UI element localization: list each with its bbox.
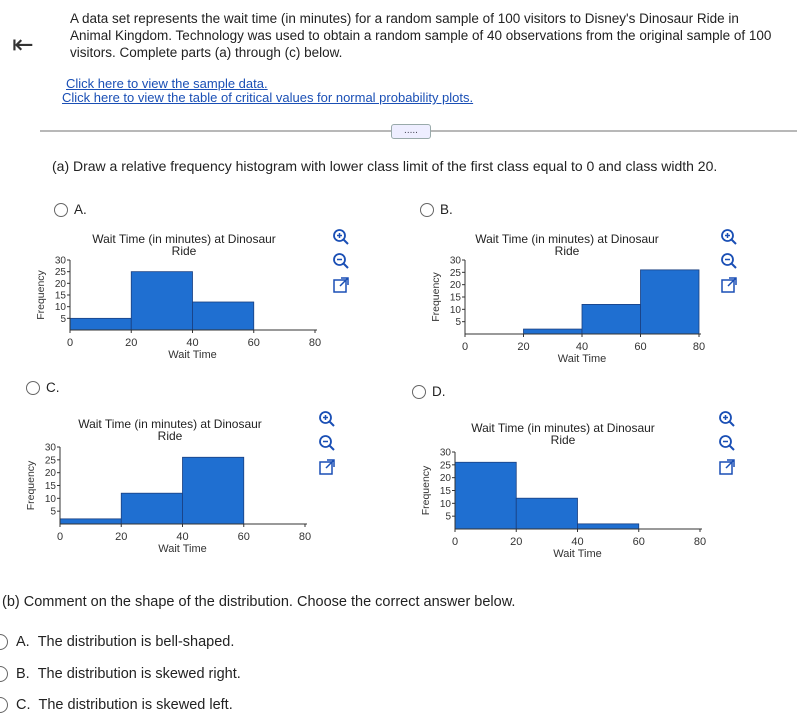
zoom-out-icon[interactable]	[720, 252, 738, 270]
answer-b-option[interactable]	[0, 666, 241, 682]
y-tick-label: 15	[449, 292, 461, 304]
y-tick-label: 25	[54, 267, 66, 279]
histogram-bar	[131, 272, 192, 330]
x-tick-label: 0	[451, 536, 459, 548]
x-tick-label: 20	[115, 531, 128, 543]
option-d-letter: D.	[432, 384, 446, 399]
y-tick-label: 30	[44, 442, 56, 454]
zoom-out-icon[interactable]	[718, 434, 736, 452]
x-tick-label: 0	[56, 531, 64, 543]
chart-b-title-line2: Ride	[554, 244, 580, 258]
chart-b-svg	[415, 250, 735, 375]
x-tick-label: 40	[571, 536, 584, 548]
zoom-in-icon[interactable]	[332, 228, 350, 246]
histogram-bar	[516, 498, 577, 529]
y-tick-label: 10	[449, 304, 461, 316]
x-tick-label: 60	[237, 531, 250, 543]
y-tick-label: 5	[455, 317, 461, 329]
y-tick-label: 5	[50, 506, 56, 518]
histogram-bar	[578, 524, 639, 529]
option-b-letter: B.	[440, 202, 453, 217]
chart-b-title-line1: Wait Time (in minutes) at Dinosaur	[475, 232, 659, 246]
y-tick-label: 10	[439, 498, 451, 510]
answer-c-text: The distribution is skewed left.	[38, 697, 233, 713]
answer-c-option[interactable]	[0, 697, 233, 713]
y-tick-label: 30	[439, 447, 451, 459]
y-tick-label: 25	[449, 267, 461, 279]
option-d-radio-group[interactable]	[412, 384, 446, 399]
histogram-bar	[121, 493, 182, 524]
option-a-radio-group[interactable]	[54, 202, 87, 217]
answer-c-letter: C.	[16, 697, 31, 713]
x-axis-label: Wait Time	[158, 543, 207, 555]
x-tick-label: 0	[461, 341, 469, 353]
y-axis-label: Frequency	[420, 465, 432, 516]
part-b-prompt: (b) Comment on the shape of the distribution. Choose the correct answer below.	[2, 594, 516, 610]
chart-a-title-line1: Wait Time (in minutes) at Dinosaur	[92, 232, 276, 246]
histogram-bar	[183, 457, 244, 524]
expand-icon[interactable]	[318, 458, 336, 476]
y-tick-label: 10	[54, 302, 66, 314]
x-tick-label: 80	[693, 536, 707, 548]
option-d-radio[interactable]	[412, 385, 426, 399]
x-tick-label: 20	[510, 536, 523, 548]
chart-c-title-line2: Ride	[157, 429, 183, 443]
y-tick-label: 15	[439, 486, 451, 497]
y-tick-label: 5	[60, 313, 66, 325]
option-a-radio[interactable]	[54, 203, 68, 217]
x-tick-label: 20	[125, 337, 138, 349]
y-tick-label: 20	[449, 280, 461, 292]
chart-c-title	[58, 418, 282, 442]
answer-a-radio[interactable]	[0, 634, 8, 650]
x-axis-label: Wait Time	[168, 349, 217, 361]
y-tick-label: 10	[44, 493, 56, 505]
chart-b-tools	[720, 228, 738, 294]
y-axis-label: Frequency	[430, 272, 442, 322]
zoom-out-icon[interactable]	[332, 252, 350, 270]
zoom-in-icon[interactable]	[318, 410, 336, 428]
x-tick-label: 80	[298, 531, 312, 543]
sample-data-link[interactable]: Click here to view the sample data.	[66, 76, 268, 91]
x-tick-label: 40	[186, 337, 199, 349]
answer-b-text: The distribution is skewed right.	[37, 666, 241, 682]
y-tick-label: 20	[44, 468, 56, 480]
option-c-radio-group[interactable]	[26, 380, 60, 395]
chart-d-tools	[718, 410, 736, 476]
histogram-bar	[524, 329, 583, 334]
y-tick-label: 15	[44, 481, 56, 492]
chart-c-svg	[10, 440, 330, 565]
chart-d-svg	[405, 445, 725, 570]
x-tick-label: 80	[692, 341, 706, 353]
y-axis-label: Frequency	[35, 270, 47, 320]
histogram-bar	[193, 302, 254, 330]
chart-a-tools	[332, 228, 350, 294]
answer-b-radio[interactable]	[0, 666, 8, 682]
answer-a-option[interactable]	[0, 634, 234, 650]
y-tick-label: 5	[445, 511, 451, 523]
option-b-radio-group[interactable]	[420, 202, 453, 217]
chart-d-title-line1: Wait Time (in minutes) at Dinosaur	[471, 421, 655, 435]
y-tick-label: 30	[449, 255, 461, 267]
x-axis-label: Wait Time	[557, 353, 607, 365]
y-tick-label: 20	[439, 473, 451, 485]
x-tick-label: 60	[247, 337, 260, 349]
chart-d-title-line2: Ride	[550, 433, 576, 447]
answer-a-letter: A.	[16, 634, 30, 650]
option-c-letter: C.	[46, 380, 60, 395]
chart-c-tools	[318, 410, 336, 476]
x-tick-label: 20	[517, 341, 530, 353]
option-c-radio[interactable]	[26, 381, 40, 395]
option-a-letter: A.	[74, 202, 87, 217]
histogram-bar	[582, 304, 641, 334]
answer-a-text: The distribution is bell-shaped.	[37, 634, 235, 650]
x-tick-label: 60	[632, 536, 645, 548]
answer-b-letter: B.	[16, 666, 30, 682]
y-tick-label: 30	[54, 255, 66, 267]
zoom-in-icon[interactable]	[720, 228, 738, 246]
x-tick-label: 0	[66, 337, 74, 349]
zoom-in-icon[interactable]	[718, 410, 736, 428]
y-tick-label: 15	[54, 290, 66, 302]
x-tick-label: 40	[575, 341, 589, 353]
expand-icon[interactable]	[720, 276, 738, 294]
intro-line-3: visitors. Complete parts (a) through (c) below.	[70, 45, 343, 60]
intro-line-1: A data set represents the wait time (in minutes) for a random sample of 100 visitors to Disney's Dinosaur Ride in	[70, 11, 739, 26]
zoom-out-icon[interactable]	[318, 434, 336, 452]
part-a-prompt: (a) Draw a relative frequency histogram with lower class limit of the first class equal to 0 and class width 20.	[52, 158, 718, 174]
y-tick-label: 25	[44, 455, 56, 467]
chart-a-svg	[20, 250, 340, 370]
x-axis-label: Wait Time	[553, 548, 602, 560]
question-intro	[70, 10, 797, 61]
x-tick-label: 60	[634, 341, 647, 353]
intro-line-2: Animal Kingdom. Technology was used to obtain a random sample of 40 observations from the original sample of 100	[70, 28, 772, 43]
chart-a-title-line2: Ride	[171, 244, 197, 258]
x-tick-label: 80	[308, 337, 322, 349]
chart-d-title	[451, 422, 675, 446]
option-b-radio[interactable]	[420, 203, 434, 217]
expand-icon[interactable]	[718, 458, 736, 476]
y-axis-label: Frequency	[25, 460, 37, 511]
histogram-bar	[641, 270, 700, 334]
y-tick-label: 20	[54, 278, 66, 290]
critical-values-link[interactable]: Click here to view the table of critical values for normal probability plots.	[62, 90, 474, 105]
histogram-bar	[60, 519, 121, 524]
histogram-bar	[455, 462, 516, 529]
x-tick-label: 40	[176, 531, 189, 543]
expand-icon[interactable]	[332, 276, 350, 294]
y-tick-label: 25	[439, 460, 451, 472]
answer-c-radio[interactable]	[0, 697, 8, 713]
expand-more-button[interactable]: .....	[391, 124, 431, 139]
histogram-bar	[70, 318, 131, 330]
back-arrow-icon[interactable]: ⇤	[12, 30, 34, 60]
chart-c-title-line1: Wait Time (in minutes) at Dinosaur	[78, 417, 262, 431]
